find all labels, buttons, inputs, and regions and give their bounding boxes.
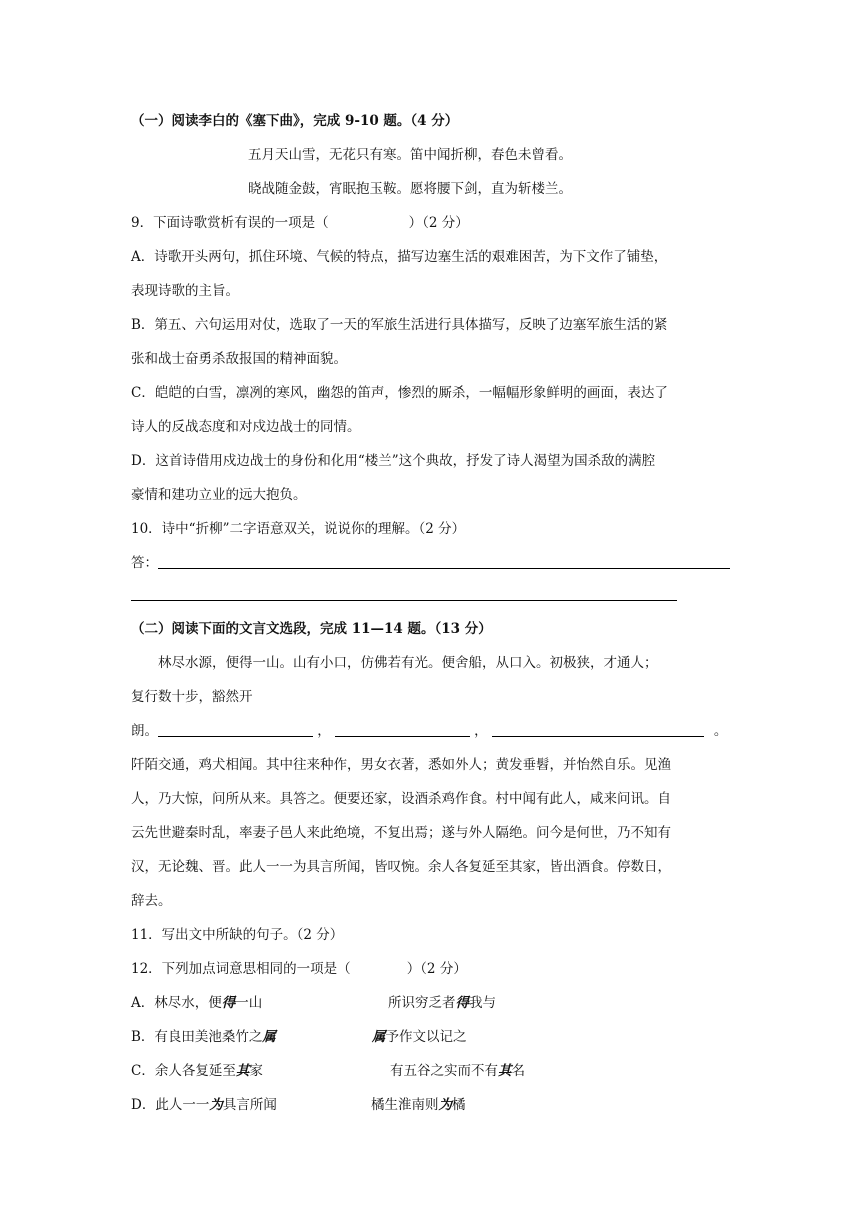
q12-option-d-compare: 橘生淮南则为橘 — [371, 1097, 466, 1113]
q10-answer-label: 答： — [131, 555, 158, 571]
blank-2[interactable] — [335, 722, 470, 737]
passage-line-4: 人，乃大惊，问所从来。具答之。便要还家，设酒杀鸡作食。村中闻有此人，咸来问讯。自 — [131, 791, 671, 807]
blank-1[interactable] — [158, 722, 313, 737]
q9-option-a-line2: 表现诗歌的主旨。 — [131, 283, 239, 299]
q9-option-d-line2: 豪情和建功立业的远大抱负。 — [131, 487, 307, 503]
section1-heading: （一）阅读李白的《塞下曲》，完成 9-10 题。（4 分） — [131, 113, 459, 129]
q12-option-b: B．有良田美池桑竹之属 — [131, 1029, 276, 1045]
q9-option-c-line1: C．皑皑的白雪，凛冽的寒风，幽怨的笛声，惨烈的厮杀，一幅幅形象鲜明的画面，表达了 — [131, 385, 668, 401]
q9-option-c-line2: 诗人的反战态度和对戍边战士的同情。 — [131, 419, 361, 435]
q12-option-d: D．此人一一为具言所闻 — [131, 1097, 277, 1113]
q11-stem: 11．写出文中所缺的句子。（2 分） — [131, 927, 344, 943]
passage-line-6: 汉，无论魏、晋。此人一一为具言所闻，皆叹惋。余人各复延至其家，皆出酒食。停数日， — [131, 859, 671, 875]
blank-3[interactable] — [492, 722, 704, 737]
q12-option-a-compare: 所识穷乏者得我与 — [388, 995, 496, 1011]
q10-answer-line-1[interactable] — [158, 568, 730, 569]
q12-option-c: C．余人各复延至其家 — [131, 1063, 263, 1079]
passage-blanks-line: 朗。 ， ， 。 — [131, 723, 728, 739]
q9-option-b-line2: 张和战士奋勇杀敌报国的精神面貌。 — [131, 351, 347, 367]
passage-line-7: 辞去。 — [131, 893, 172, 909]
q12-stem: 12．下列加点词意思相同的一项是（ ）（2 分） — [131, 961, 467, 977]
q9-option-a-line1: A．诗歌开头两句，抓住环境、气候的特点，描写边塞生活的艰难困苦，为下文作了铺垫， — [131, 249, 668, 265]
q9-option-d-line1: D．这首诗借用戍边战士的身份和化用“楼兰”这个典故，抒发了诗人渴望为国杀敌的满腔 — [131, 453, 656, 469]
q9-option-b-line1: B．第五、六句运用对仗，选取了一天的军旅生活进行具体描写，反映了边塞军旅生活的紧 — [131, 317, 668, 333]
q10-stem: 10．诗中“折柳”二字语意双关，说说你的理解。（2 分） — [131, 521, 466, 537]
passage-line-2: 复行数十步，豁然开 — [131, 689, 253, 705]
q12-option-a: A．林尽水，便得一山 — [131, 995, 263, 1011]
q9-stem: 9．下面诗歌赏析有误的一项是（ ）（2 分） — [131, 215, 469, 231]
section2-heading: （二）阅读下面的文言文选段，完成 11—14 题。（13 分） — [131, 621, 492, 637]
passage-line-5: 云先世避秦时乱，率妻子邑人来此绝境，不复出焉；遂与外人隔绝。问今是何世，乃不知有 — [131, 825, 671, 841]
poem-line-2: 晓战随金鼓，宵眠抱玉鞍。愿将腰下剑，直为斩楼兰。 — [248, 181, 572, 197]
q12-option-b-compare: 属予作文以记之 — [372, 1029, 467, 1045]
passage-line-1: 林尽水源，便得一山。山有小口，仿佛若有光。便舍船，从口入。初极狭，才通人； — [158, 655, 658, 671]
q12-option-c-compare: 有五谷之实而不有其名 — [390, 1063, 525, 1079]
poem-line-1: 五月天山雪，无花只有寒。笛中闻折柳，春色未曾看。 — [248, 147, 572, 163]
passage-line-3: 阡陌交通，鸡犬相闻。其中往来种作，男女衣著，悉如外人；黄发垂髫，并怡然自乐。见渔 — [131, 757, 671, 773]
q10-answer-line-2[interactable] — [131, 600, 677, 601]
